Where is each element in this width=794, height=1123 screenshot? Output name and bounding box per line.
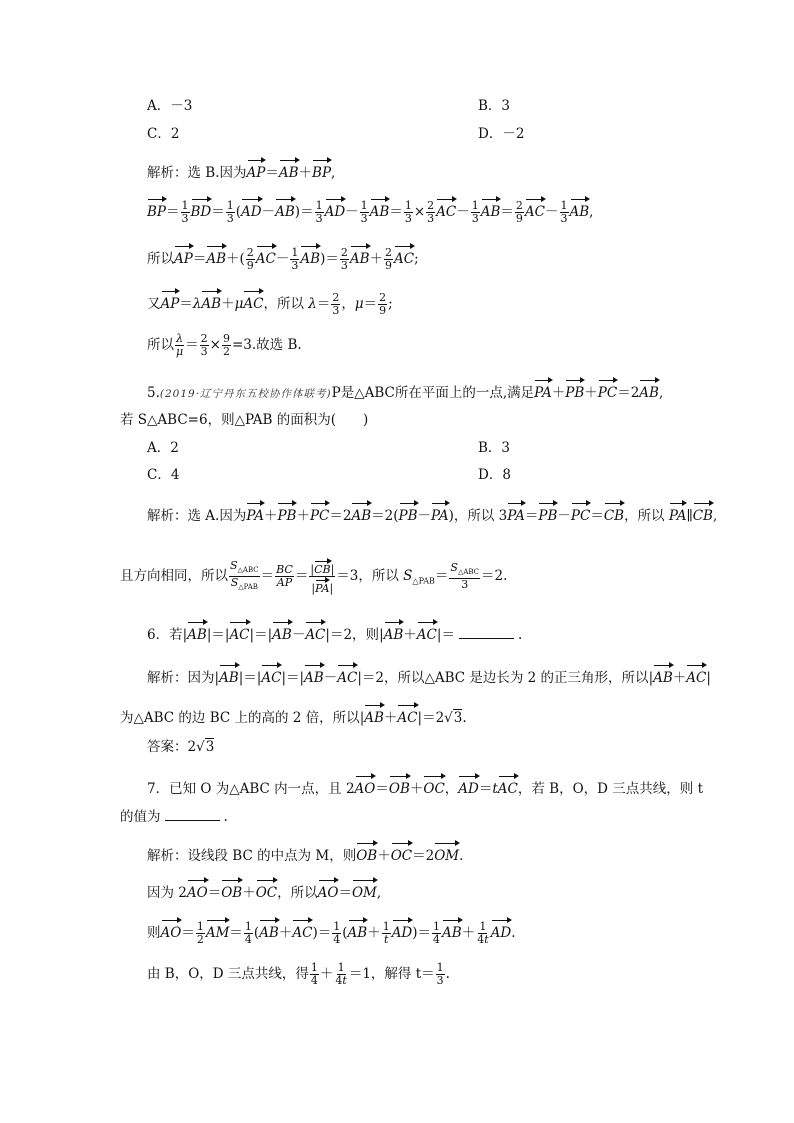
q5-solution-line1: 解析：选 A.因为PA＋PB＋PC＝2AB＝2(PB－PA)，所以 3PA＝PB－PC＝CB，所以 PA∥CB, [147,500,717,526]
q4-solution-line3: 所以AP＝AB＋( $\frac{2}{9}$ AC－ $\frac{1}{3}$ AB)＝ $\frac{2}{3}$ AB＋ $\frac{2}{9}$ AC; [147,243,419,272]
q5-solution-line2: 且方向相同，所以 $\frac{S_{\triangle ABC}}{S_{\triangle PAB}}$ ＝ $\frac{BC}{AP}$ ＝ $\frac{|CB|}{|PA|}$ ＝3，所以 $S_{\triangle PAB}=$ $\frac{S_{\triangle ABC}}{3}$ ＝2. [120,558,508,595]
q4-solution-line4: 又AP＝λAB＋μAC，所以 λ＝ $\frac{2}{3}$ ，μ＝ $\frac{2}{9}$ ; [147,288,393,317]
q7-stem-line2: 的值为 . [120,806,228,827]
q6-stem: 6．若|AB|＝|AC|＝|AB－AC|＝2，则|AB＋AC|＝ . [147,619,522,645]
q7-solution-line2: 因为 2AO＝OB＋OC，所以AO＝OM, [147,877,381,903]
q4-option-b: B．3 [478,98,511,114]
q4-solution-line2: BP＝ $\frac{1}{3}$ BD＝ $\frac{1}{3}$ (AD－AB)＝ $\frac{1}{3}$ AD－ $\frac{1}{3}$ AB＝ $\frac{1}{3}$ × $\frac{2}{3}$ AC－ $\frac{1}{3}$ AB＝ $\frac{2}{9}$ AC－ $\frac{1}{3}$ AB, [147,196,593,225]
q7-solution-line3: 则AO＝ $\frac{1}{2}$ AM＝ $\frac{1}{4}$ (AB＋AC)＝ $\frac{1}{4}$ (AB＋ $\frac{1}{t}$ AD)＝ $\frac{1}{4}$ AB＋ $\frac{1}{4t}$ AD. [147,917,516,946]
q7-solution-line1: 解析：设线段 BC 的中点为 M，则OB＋OC＝2OM. [147,840,463,866]
q6-answer: 答案：2√3 [147,739,215,755]
q5-option-d: D．8 [478,467,511,483]
q7-stem-line1: 7．已知 O 为△ABC 内一点，且 2AO＝OB＋OC，AD＝tAC，若 B，O，D 三点共线，则 t [147,773,703,799]
q4-option-d: D．－2 [478,126,525,142]
q7-solution-line4: 由 B，O，D 三点共线，得 $\frac{1}{4}$ ＋ $\frac{1}{4t}$ ＝1，解得 t＝ $\frac{1}{3}$ . [147,961,450,987]
answer-blank [165,806,220,821]
q4-option-a: A．－3 [147,98,193,114]
q4-option-c: C．2 [147,126,180,142]
answer-blank [459,624,514,639]
q4-solution-line1: 解析：选 B.因为AP＝AB＋BP, [147,157,335,183]
q4-solution-line5: 所以 $\frac{\lambda}{\mu}$ ＝ $\frac{2}{3}$ × $\frac{9}{2}$ =3.故选 B. [147,332,302,358]
q6-solution-line1: 解析：因为|AB|＝|AC|＝|AB－AC|＝2，所以△ABC 是边长为 2 的正三角形，所以|AB＋AC| [147,662,711,688]
q5-stem-line1: 5.(2019·辽宁丹东五校协作体联考)P是△ABC所在平面上的一点,满足PA＋PB＋PC＝2AB, [147,377,663,404]
q5-stem-line2: 若 S△ABC=6，则△PAB 的面积为( ) [120,412,369,428]
q6-solution-line2: 为△ABC 的边 BC 上的高的 2 倍，所以|AB＋AC|＝2√3. [120,702,467,728]
q5-option-b: B．3 [478,440,511,456]
q5-option-c: C．4 [147,467,180,483]
q5-option-a: A．2 [147,440,179,456]
